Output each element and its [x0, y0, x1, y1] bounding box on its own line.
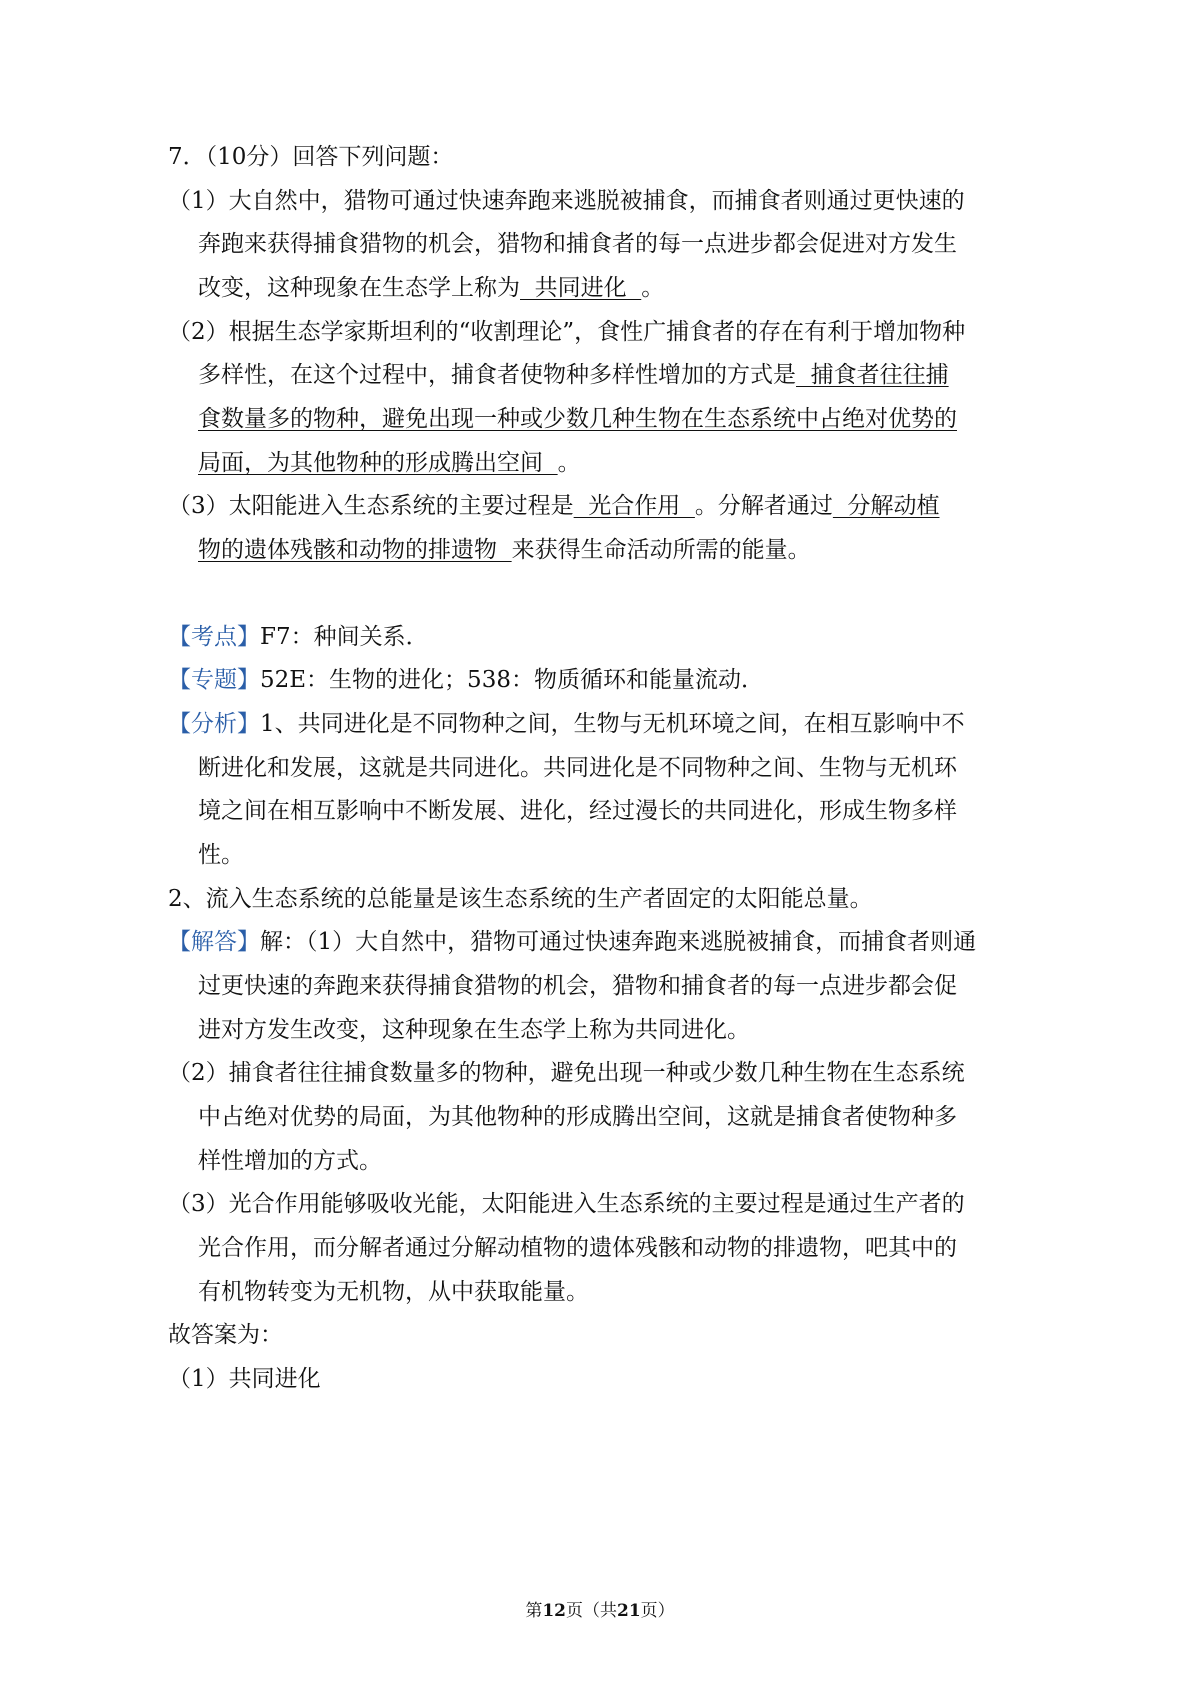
jieda-text-1: 解：（1）大自然中，猎物可通过快速奔跑来逃脱被捕食，而捕食者则通: [260, 929, 977, 955]
jieda-line-3: 进对方发生改变，这种现象在生态学上称为共同进化。: [198, 1017, 750, 1043]
kaodian-line: [168, 622, 1200, 652]
jieda-line-2: 过更快速的奔跑来获得捕食猎物的机会，猎物和捕食者的每一点进步都会促: [198, 973, 957, 999]
answer-intro: 故答案为：: [168, 1322, 283, 1348]
q2-line-4: [198, 448, 1200, 478]
q1-text: 改变，这种现象在生态学上称为: [198, 275, 520, 301]
fenxi-line-3: 境之间在相互影响中不断发展、进化，经过漫长的共同进化，形成生物多样: [198, 798, 957, 824]
zhuanti-text: 52E：生物的进化；538：物质循环和能量流动．: [260, 667, 764, 693]
fenxi-line-5: 2、流入生态系统的总能量是该生态系统的生产者固定的太阳能总量。: [168, 886, 873, 912]
jieda-line-1: [168, 927, 1200, 957]
q1-line-2: 奔跑来获得捕食猎物的机会，猎物和捕食者的每一点进步都会促进对方发生: [198, 231, 957, 257]
kaodian-text: F7：种间关系．: [260, 624, 429, 650]
jieda-line-7: （3）光合作用能够吸收光能，太阳能进入生态系统的主要过程是通过生产者的: [168, 1191, 965, 1217]
q2-answer-part-2: 食数量多的物种，避免出现一种或少数几种生物在生态系统中占绝对优势的: [198, 406, 957, 432]
footer-mid: 页（共: [566, 1601, 617, 1621]
jieda-line-6: 样性增加的方式。: [198, 1148, 382, 1174]
q3-line-2: [198, 535, 1200, 565]
q2-line-2: [198, 360, 1200, 390]
q1-answer: 共同进化: [520, 275, 642, 301]
q2-line-3: [198, 404, 1200, 434]
jieda-line-8: 光合作用，而分解者通过分解动植物的遗体残骸和动物的排遗物，吧其中的: [198, 1235, 957, 1261]
fenxi-line-4: 性。: [198, 842, 244, 868]
fenxi-line-1: [168, 709, 1200, 739]
q3-line-1: [168, 491, 1200, 521]
jieda-line-5: 中占绝对优势的局面，为其他物种的形成腾出空间，这就是捕食者使物种多: [198, 1104, 957, 1130]
q3-text-mid: 。分解者通过: [694, 493, 833, 519]
question-title: 7．（10分）回答下列问题：: [168, 144, 454, 170]
zhuanti-label: 【专题】: [168, 667, 260, 693]
jieda-label: 【解答】: [168, 929, 260, 955]
answer-1: （1）共同进化: [168, 1366, 321, 1392]
q3-answer-1: 光合作用: [573, 493, 695, 519]
kaodian-label: 【考点】: [168, 624, 260, 650]
q2-text: 多样性，在这个过程中，捕食者使物种多样性增加的方式是: [198, 362, 796, 388]
footer-pre: 第: [525, 1601, 543, 1621]
fenxi-text-1: 1、共同进化是不同物种之间，生物与无机环境之间，在相互影响中不: [260, 711, 965, 737]
q3-answer-2-part-1: 分解动植: [832, 493, 940, 519]
fenxi-line-2: 断进化和发展，这就是共同进化。共同进化是不同物种之间、生物与无机环: [198, 755, 957, 781]
q1-line-3: [198, 273, 1200, 303]
q3-answer-2-part-2: 物的遗体残骸和动物的排遗物: [198, 537, 512, 563]
q1-line-1: （1）大自然中，猎物可通过快速奔跑来逃脱被捕食，而捕食者则通过更快速的: [168, 188, 965, 214]
footer-total-pages: 21: [617, 1601, 641, 1621]
jieda-line-4: （2）捕食者往往捕食数量多的物种，避免出现一种或少数几种生物在生态系统: [168, 1060, 965, 1086]
footer-page-number: 12: [542, 1601, 566, 1621]
page-footer: [0, 1600, 1200, 1622]
q2-end: 。: [557, 450, 581, 476]
q2-line-1: （2）根据生态学家斯坦利的“收割理论”，食性广捕食者的存在有利于增加物种: [168, 319, 966, 345]
q1-end: 。: [641, 275, 665, 301]
fenxi-label: 【分析】: [168, 711, 260, 737]
q3-text: （3）太阳能进入生态系统的主要过程是: [168, 493, 574, 519]
q2-answer-part-3: 局面，为其他物种的形成腾出空间: [198, 450, 558, 476]
q2-answer-part-1: 捕食者往往捕: [796, 362, 949, 388]
footer-post: 页）: [640, 1601, 675, 1621]
jieda-line-9: 有机物转变为无机物，从中获取能量。: [198, 1279, 589, 1305]
zhuanti-line: [168, 665, 1200, 695]
q3-end: 来获得生命活动所需的能量。: [511, 537, 811, 563]
